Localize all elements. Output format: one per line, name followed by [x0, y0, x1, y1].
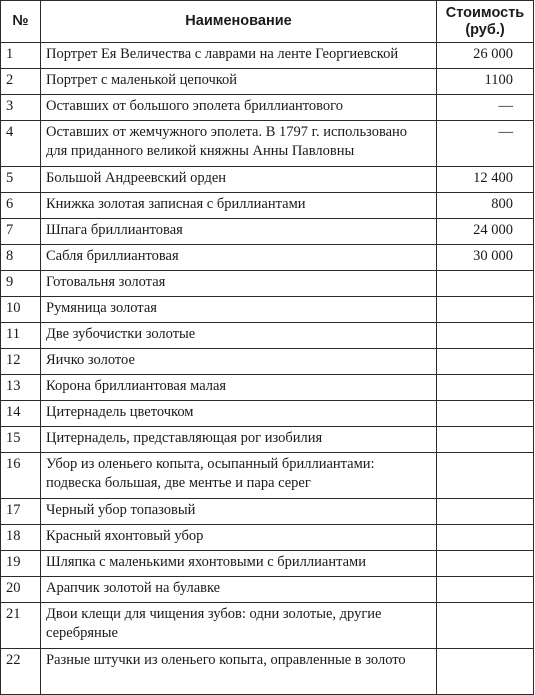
- row-cost: [437, 603, 534, 649]
- row-cost: [437, 271, 534, 297]
- row-number: 15: [1, 427, 41, 453]
- row-number: 18: [1, 525, 41, 551]
- row-number: 1: [1, 43, 41, 69]
- row-number: 13: [1, 375, 41, 401]
- row-number: 10: [1, 297, 41, 323]
- table-row: [1, 499, 534, 525]
- row-cost: [437, 499, 534, 525]
- row-name: Цитернадель, представляющая рог изобилия: [41, 427, 437, 453]
- table-row: [1, 69, 534, 95]
- row-name: Оставших от жемчужного эполета. В 1797 г. использовано для приданного великой княжны Анны Павловны: [41, 121, 437, 167]
- row-cost: 24 000: [437, 219, 534, 245]
- table-row: [1, 375, 534, 401]
- row-cost: [437, 323, 534, 349]
- row-number: 6: [1, 193, 41, 219]
- table-row: [1, 297, 534, 323]
- table-row: [1, 349, 534, 375]
- row-cost: [437, 649, 534, 695]
- table-row: [1, 245, 534, 271]
- header-name: Наименование: [41, 1, 437, 43]
- row-name: Портрет Ея Величества с лаврами на ленте Георгиевской: [41, 43, 437, 69]
- row-cost: 12 400: [437, 167, 534, 193]
- row-cost: [437, 525, 534, 551]
- table-row: [1, 271, 534, 297]
- row-cost: [437, 427, 534, 453]
- header-row: [1, 1, 534, 43]
- header-cost-line2: (руб.): [465, 21, 505, 38]
- row-name: Шпага бриллиантовая: [41, 219, 437, 245]
- row-cost: —: [437, 95, 534, 121]
- row-name: Арапчик золотой на булавке: [41, 577, 437, 603]
- row-number: 7: [1, 219, 41, 245]
- table-row: [1, 193, 534, 219]
- row-name: Цитернадель цветочком: [41, 401, 437, 427]
- row-name: Двои клещи для чищения зубов: одни золотые, другие серебряные: [41, 603, 437, 649]
- row-cost: [437, 349, 534, 375]
- table-row: [1, 603, 534, 649]
- row-number: 9: [1, 271, 41, 297]
- row-cost: [437, 577, 534, 603]
- row-cost: [437, 453, 534, 499]
- table-row: [1, 43, 534, 69]
- row-name: Разные штучки из оленьего копыта, оправленные в золото: [41, 649, 437, 695]
- row-number: 14: [1, 401, 41, 427]
- header-cost: [437, 1, 534, 43]
- row-cost: 30 000: [437, 245, 534, 271]
- row-cost: [437, 551, 534, 577]
- row-number: 3: [1, 95, 41, 121]
- table-row: [1, 219, 534, 245]
- table-row: [1, 427, 534, 453]
- row-name: Убор из оленьего копыта, осыпанный бриллиантами: подвеска большая, две ментье и пара серег: [41, 453, 437, 499]
- row-number: 4: [1, 121, 41, 167]
- row-name: Большой Андреевский орден: [41, 167, 437, 193]
- row-cost: [437, 297, 534, 323]
- table-row: [1, 649, 534, 695]
- table-row: [1, 401, 534, 427]
- header-number: №: [1, 1, 41, 43]
- row-number: 11: [1, 323, 41, 349]
- table-row: [1, 95, 534, 121]
- row-cost: 800: [437, 193, 534, 219]
- row-name: Книжка золотая записная с бриллиантами: [41, 193, 437, 219]
- row-number: 12: [1, 349, 41, 375]
- row-name: Портрет с маленькой цепочкой: [41, 69, 437, 95]
- row-number: 8: [1, 245, 41, 271]
- row-name: Красный яхонтовый убор: [41, 525, 437, 551]
- row-number: 21: [1, 603, 41, 649]
- row-number: 19: [1, 551, 41, 577]
- row-name: Яичко золотое: [41, 349, 437, 375]
- row-cost: [437, 401, 534, 427]
- row-name: Румяница золотая: [41, 297, 437, 323]
- row-name: Черный убор топазовый: [41, 499, 437, 525]
- row-cost: [437, 375, 534, 401]
- table-row: [1, 551, 534, 577]
- table-row: [1, 525, 534, 551]
- row-number: 22: [1, 649, 41, 695]
- table-row: [1, 453, 534, 499]
- row-number: 20: [1, 577, 41, 603]
- row-cost: 26 000: [437, 43, 534, 69]
- row-name: Оставших от большого эполета бриллиантового: [41, 95, 437, 121]
- row-number: 5: [1, 167, 41, 193]
- row-number: 17: [1, 499, 41, 525]
- row-name: Шляпка с маленькими яхонтовыми с бриллиантами: [41, 551, 437, 577]
- row-name: Сабля бриллиантовая: [41, 245, 437, 271]
- table-row: [1, 167, 534, 193]
- row-number: 2: [1, 69, 41, 95]
- row-name: Корона бриллиантовая малая: [41, 375, 437, 401]
- header-cost-line1: Стоимость: [445, 4, 525, 21]
- row-name: Две зубочистки золотые: [41, 323, 437, 349]
- table-row: [1, 577, 534, 603]
- row-number: 16: [1, 453, 41, 499]
- row-name: Готовальня золотая: [41, 271, 437, 297]
- row-cost: —: [437, 121, 534, 167]
- table-row: [1, 323, 534, 349]
- row-cost: 1100: [437, 69, 534, 95]
- table-row: [1, 121, 534, 167]
